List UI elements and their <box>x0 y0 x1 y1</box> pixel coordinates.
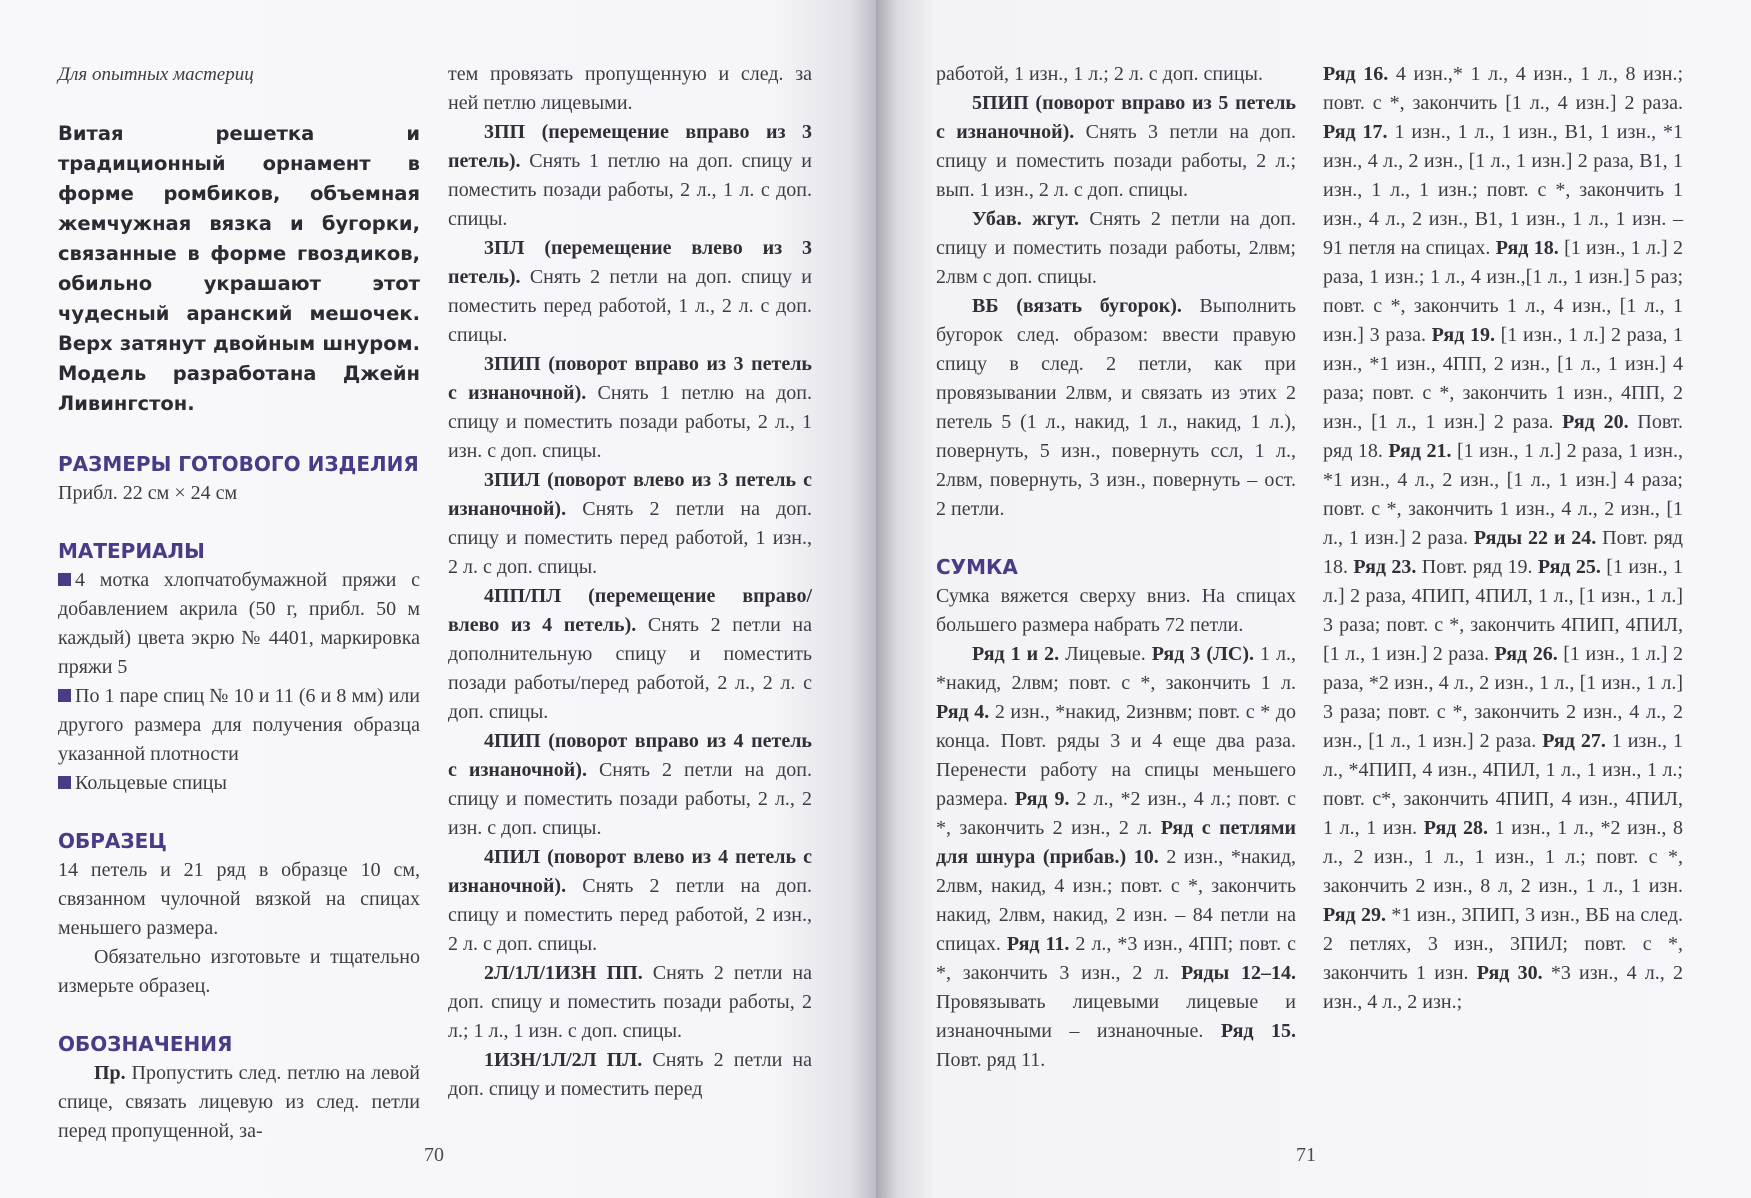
abbreviation-entry: 3ПИЛ (поворот влево из 3 петель с изнаночной). Снять 2 петли на доп. спицу и поместить перед работой, 1 изн., 2 л. с доп. спицы. <box>448 469 812 578</box>
materials-heading: МАТЕРИАЛЫ <box>58 539 205 563</box>
abbreviation-entry: Убав. жгут. Снять 2 петли на доп. спицу и поместить позади работы, 2лвм; 2лвм с доп. спицы. <box>936 208 1297 288</box>
materials-item: Кольцевые спицы <box>58 769 420 798</box>
square-bullet-icon <box>58 573 71 586</box>
abbreviation-entry: 4ПИП (поворот вправо из 4 петель с изнаночной). Снять 2 петли на доп. спицу и поместить позади работы, 2 л., 2 изн. с доп. спицы. <box>448 730 813 839</box>
bag-instructions: Ряд 1 и 2. Лицевые. Ряд 3 (ЛС). 1 л., *накид, 2лвм; повт. с *, закончить 1 л. Ряд 4. 2 изн., *накид, 2изнвм; повт. с * до конца. Повт. ряды 3 и 4 еще два раза. Перенести работу на спицы меньшего размера. Ряд 9. 2 л., *2 изн., 4 л.; повт. с *, закончить 2 изн., 2 л. Ряд с петлями для шнура (прибав.) 10. 2 изн., *накид, 2лвм, накид, 4 изн.; повт. с *, закончить накид, 2лвм, накид, 2 изн. – 84 петли на спицах. Ряд 11. 2 л., *3 изн., 4ПП; повт. с *, закончить 3 изн., 2 л. Ряды 12–14. Провязывать лицевыми лицевые и изнаночными – изнаночные. Ряд 15. Повт. ряд 11. <box>936 643 1297 1071</box>
abbreviation-entry: Пр. Пропустить след. петлю на левой спице, связать лицевую из след. петли перед пропущенной, за- <box>58 1062 420 1142</box>
abbreviation-entry: 4ПП/ПЛ (перемещение вправо/влево из 4 петель). Снять 2 петли на дополнительную спицу и поместить позади работы/перед работой, 2 л., 2 л. с доп. спицы. <box>448 585 812 723</box>
abbreviation-entry: ВБ (вязать бугорок). Выполнить бугорок след. образом: ввести правую спицу в след. 2 петли, как при провязывании 2лвм, и связать из этих 2 петель 5 (1 л., накид, 1 л., накид, 1 л.), повернуть, 5 изн., повернуть ссл, 1 л., 2лвм, повернуть, 3 изн., повернуть – ост. 2 петли. <box>936 295 1296 520</box>
intro-paragraph: Витая решетка и традиционный орнамент в форме ромбиков, объемная жемчужная вязка и бугорки, связанные в форме гвоздиков, обильно украшают этот чудесный аранский мешочек. Верх затянут двойным шнуром. Модель разработана Джейн Ливингстон. <box>58 122 420 415</box>
page-71 <box>876 0 1751 1198</box>
abbreviation-entry: 2Л/1Л/1ИЗН ПП. Снять 2 петли на доп. спицу и поместить позади работы, 2 л.; 1 л., 1 изн. с доп. спицы. <box>448 962 813 1042</box>
abbreviation-term: Пр. <box>94 1062 126 1084</box>
page-number: 70 <box>424 1144 444 1166</box>
abbreviation-entry: 3ПИП (поворот вправо из 3 петель с изнаночной). Снять 1 петлю на доп. спицу и поместить позади работы, 2 л., 1 изн. с доп. спицы. <box>448 353 813 462</box>
right-page-column-1 <box>936 60 1296 1075</box>
section-kicker: Для опытных мастериц <box>58 64 254 85</box>
square-bullet-icon <box>58 776 71 789</box>
bag-heading: СУМКА <box>936 555 1018 579</box>
gauge-note: Обязательно изготовьте и тщательно измерьте образец. <box>58 946 420 997</box>
left-page-column-2 <box>448 60 812 1104</box>
abbreviation-entry: 3ПЛ (перемещение влево из 3 петель). Снять 2 петли на доп. спицу и поместить перед работой, 1 л., 2 л. с доп. спицы. <box>448 237 813 346</box>
abbreviation-entry: 5ПИП (поворот вправо из 5 петель с изнаночной). Снять 3 петли на доп. спицу и поместить позади работы, 2 л.; вып. 1 изн., 2 л. с доп. спицы. <box>936 92 1296 201</box>
abbreviation-entry: 1ИЗН/1Л/2Л ПЛ. Снять 2 петли на доп. спицу и поместить перед <box>448 1049 812 1100</box>
continued-text: работой, 1 изн., 1 л.; 2 л. с доп. спицы. <box>936 63 1263 85</box>
abbreviation-entry: 4ПИЛ (поворот влево из 4 петель с изнаночной). Снять 2 петли на доп. спицу и поместить перед работой, 2 изн., 2 л. с доп. спицы. <box>448 846 812 955</box>
continued-text: тем провязать пропущенную и след. за ней петлю лицевыми. <box>448 63 812 114</box>
size-heading: РАЗМЕРЫ ГОТОВОГО ИЗДЕЛИЯ <box>58 452 419 476</box>
right-page-column-2 <box>1323 60 1683 1017</box>
abbreviation-entry: 3ПП (перемещение вправо из 3 петель). Снять 1 петлю на доп. спицу и поместить позади работы, 2 л., 1 л. с доп. спицы. <box>448 121 813 230</box>
bag-instructions-continued: Ряд 16. 4 изн.,* 1 л., 4 изн., 1 л., 8 изн.; повт. с *, закончить [1 л., 4 изн.] 2 раза. Ряд 17. 1 изн., 1 л., 1 изн., В1, 1 изн., *1 изн., 4 л., 2 изн., [1 л., 1 изн.] 2 раза, В1, 1 изн., 1 л., 1 изн.; повт. с *, закончить 1 изн., 4 л., 2 изн., В1, 1 изн., 1 л., 1 изн. – 91 петля на спицах. Ряд 18. [1 изн., 1 л.] 2 раза, 1 изн.; 1 л., 4 изн.,[1 л., 1 изн.] 5 раз; повт. с *, закончить 1 л., 4 изн., [1 л., 1 изн.] 3 раза. Ряд 19. [1 изн., 1 л.] 2 раза, 1 изн., *1 изн., 4ПП, 2 изн., [1 л., 1 изн.] 4 раза; повт. с *, закончить 1 изн., 4ПП, 2 изн., [1 л., 1 изн.] 2 раза. Ряд 20. Повт. ряд 18. Ряд 21. [1 изн., 1 л.] 2 раза, 1 изн., *1 изн., 4 л., 2 изн., [1 л., 1 изн.] 4 раза; повт. с *, закончить 1 изн., 4 л., 2 изн., [1 л., 1 изн.] 2 раза. Ряды 22 и 24. Повт. ряд 18. Ряд 23. Повт. ряд 19. Ряд 25. [1 изн., 1 л.] 2 раза, 4ПИП, 4ПИЛ, 1 л., [1 изн., 1 л.] 3 раза; повт. с *, закончить 4ПИП, 4ПИЛ, [1 л., 1 изн.] 2 раза. Ряд 26. [1 изн., 1 л.] 2 раза, *2 изн., 4 л., 2 изн., 1 л., [1 изн., 1 л.] 3 раза; повт. с *, закончить 2 изн., 4 л., 2 изн., [1 л., 1 изн.] 2 раза. Ряд 27. 1 изн., 1 л., *4ПИП, 4 изн., 4ПИЛ, 1 л., 1 изн., 1 л.; повт. с*, закончить 4ПИП, 4 изн., 4ПИЛ, 1 л., 1 изн. Ряд 28. 1 изн., 1 л., *2 изн., 8 л., 2 изн., 1 л., 1 изн., 1 л.; повт. с *, закончить 2 изн., 8 л, 2 изн., 1 л., 1 изн. Ряд 29. *1 изн., 3ПИП, 3 изн., ВБ на след. 2 петлях, 3 изн., 3ПИЛ; повт. с *, закончить 1 изн. Ряд 30. *3 изн., 4 л., 2 изн., 4 л., 2 изн.; <box>1323 63 1684 1013</box>
page-number: 71 <box>1296 1144 1316 1166</box>
size-text: Прибл. 22 см × 24 см <box>58 482 238 504</box>
square-bullet-icon <box>58 689 71 702</box>
materials-item: 4 мотка хлопчатобумажной пряжи с добавлением акрила (50 г, прибл. 50 м каждый) цвета экрю № 4401, маркировка пряжи 5 <box>58 569 420 678</box>
left-page-column-1 <box>58 60 420 1146</box>
abbreviations-heading: ОБОЗНАЧЕНИЯ <box>58 1032 233 1056</box>
gauge-heading: ОБРАЗЕЦ <box>58 829 167 853</box>
gauge-text: 14 петель и 21 ряд в образце 10 см, связанном чулочной вязкой на спицах меньшего размера. <box>58 859 420 939</box>
materials-item: По 1 паре спиц № 10 и 11 (6 и 8 мм) или другого размера для получения образца указанной плотности <box>58 685 420 765</box>
bag-intro: Сумка вяжется сверху вниз. На спицах большего размера набрать 72 петли. <box>936 585 1296 636</box>
